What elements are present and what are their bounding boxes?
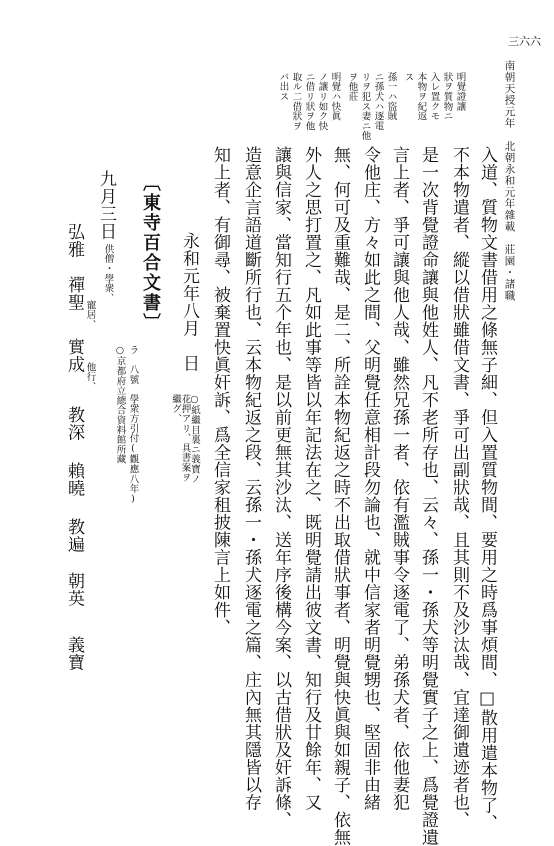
body-line: 令他庄、方々如此之間、父明覺任意相計段勿論也、就中信家者明覺甥也、堅固非由緒 [360, 146, 380, 811]
body-line: 是一次背覺證命讓與他姓人、凡不老所存也、云々、孫一・孫犬等明覺實子之上、爲覺證遺 [418, 146, 438, 846]
margin-note: 狀ヲ質物ニ [441, 72, 453, 121]
seal-note: ○紙繼目裏ニ義寶ノ花押アリ、具書案ヲ繼グ、 [170, 394, 200, 484]
margin-note: 入レ置クモ [428, 72, 440, 121]
body-line: 入道、質物文書借用之條無子細、但入置質物間、要用之時爲事煩間、□散用遣本物了、 [477, 146, 497, 832]
margin-note: ニ孫犬ハ逐電 [372, 72, 384, 131]
source-detail: ラ 八號 學衆方引付(觀應八年) [127, 345, 139, 505]
margin-note: 本物ヲ紀返 [415, 72, 427, 121]
page-number: 三六六 [508, 35, 541, 48]
signatory-name: 教深 [64, 406, 84, 441]
meeting-date: 九月三日 [96, 170, 116, 240]
margin-note: 孫一ハ盜賊 [385, 72, 397, 121]
body-line: 言上者、爭可讓與他人哉、雖然兄孫一者、依有濫賊事令逐電了、弟孫犬者、依他妻犯 [389, 146, 409, 811]
body-line: 無、何可及重難哉、是二、所詮本物紀返之時不出取借狀事者、明覺與快眞與如親子、依無 [330, 146, 350, 846]
body-line: 外人之思打置之、凡如此事等皆以年記法在之、既明覺請出彼文書、知行及廿餘年、又 [301, 146, 321, 811]
margin-note: リヲ犯ス妻ニ他 [359, 72, 371, 141]
signatory-note: 寵居、 [84, 300, 96, 330]
signatory-name: 禪聖 [64, 276, 84, 311]
margin-note: ス [402, 72, 414, 82]
margin-note: 取ル二借狀ヲ [290, 72, 302, 131]
margin-note: 明覺證讓 [454, 72, 466, 112]
signatory-name: 賴曉 [64, 462, 84, 497]
body-line: 不本物遣者、縱以借狀雖借文書、爭可出副狀哉、且其則不及沙汰哉、宜達御遺迹者也、 [449, 146, 469, 829]
source-detail: ○京都府立總合資料館所藏 [114, 345, 126, 465]
running-title: 南朝天授元年 北朝永和元年雜載 莊園・諸職 [503, 60, 516, 302]
margin-note: バ出ス [277, 72, 289, 102]
margin-note: 明覺ハ快眞 [329, 72, 341, 121]
margin-note: ニ借リ狀ヲ他 [303, 72, 315, 131]
signatory-name: 朝英 [64, 572, 84, 607]
margin-note: ヲ他莊 [346, 72, 358, 102]
signatory-name: 弘雅 [64, 223, 84, 258]
source-title: 〔東寺百合文書〕 [140, 173, 161, 333]
signatory-note: 他行、 [84, 362, 96, 392]
body-line: 知上者、有御尋、被棄置快眞奸訴、爲全信家租披陳言上如件、 [210, 146, 230, 636]
margin-note: ノ讓リ如ク快 [316, 72, 328, 131]
body-line: 造意企言語道斷所行也、云本物紀返之段、云孫一・孫犬逐電之篇、庄內無其隱皆以存 [241, 146, 261, 811]
document-date: 永和元年八月 日 [179, 232, 199, 372]
signatory-name: 實成 [64, 338, 84, 373]
signatory-name: 教遍 [64, 518, 84, 553]
body-line: 讓與信家、當知行五个年也、是以前更無其沙汰、送年序後構今案、以古借狀及奸訴條、 [271, 146, 291, 829]
meeting-note: 供僧・學衆、 [102, 244, 114, 303]
signatory-name: 義寶 [64, 636, 84, 671]
